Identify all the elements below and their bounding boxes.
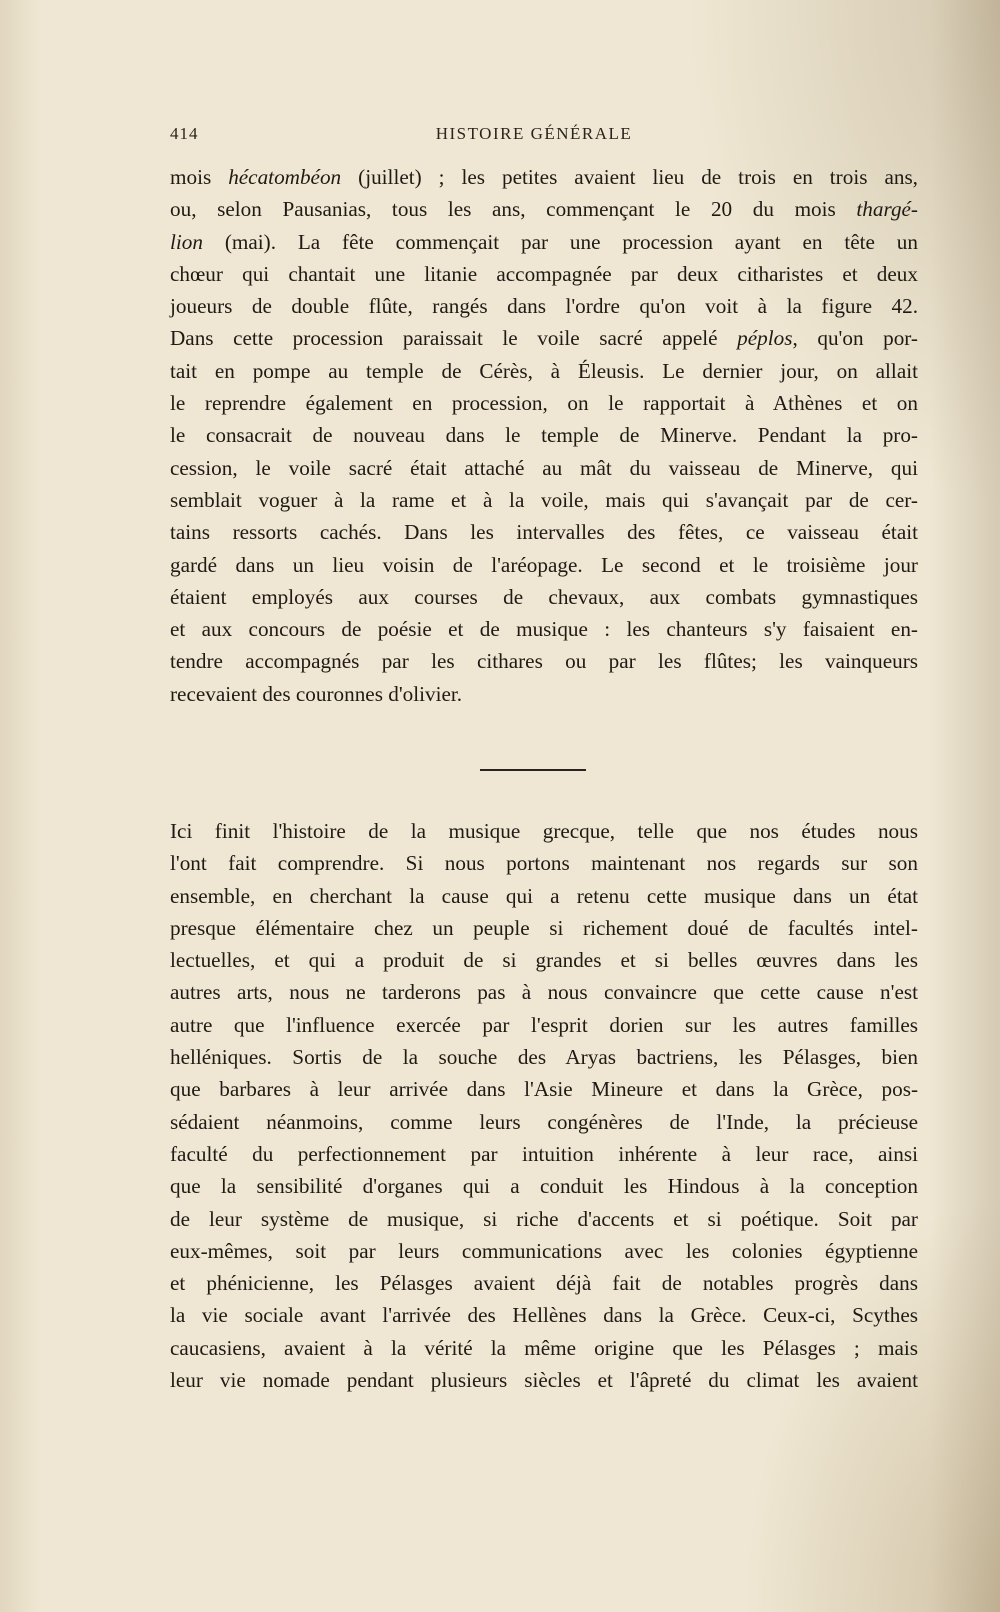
italic-term: hécatombéon xyxy=(228,165,342,189)
text-run: (mai). La fête commençait par une procession ayant en tête un xyxy=(202,229,918,254)
text-run: le reprendre également en procession, on le rapportait à Athènes et on xyxy=(170,391,918,416)
text-line xyxy=(170,678,918,710)
text-line: la vie sociale avant l'arrivée des Hellènes dans la Grèce. Ceux-ci, Scythes xyxy=(170,1303,918,1328)
text-line xyxy=(170,226,918,258)
page-number: 414 xyxy=(170,124,199,143)
text-line: helléniques. Sortis de la souche des Aryas bactriens, les Pélasges, bien xyxy=(170,1045,918,1070)
text-line: caucasiens, avaient à la vérité la même origine que les Pélasges ; mais xyxy=(170,1335,918,1360)
italic-term: thargé- xyxy=(856,197,918,222)
text-line xyxy=(170,452,918,484)
paragraph-festival-description xyxy=(170,161,918,710)
text-line xyxy=(170,290,918,322)
italic-term: lion xyxy=(170,229,203,254)
text-line xyxy=(170,193,918,225)
text-line: de leur système de musique, si riche d'accents et si poétique. Soit par xyxy=(170,1206,918,1231)
text-line xyxy=(170,484,918,516)
text-run: joueurs de double flûte, rangés dans l'ordre qu'on voit à la figure 42. xyxy=(170,294,918,319)
text-line: sédaient néanmoins, comme leurs congénères de l'Inde, la précieuse xyxy=(170,1109,918,1134)
text-line xyxy=(170,613,918,645)
section-divider-rule xyxy=(480,769,586,771)
text-run: tait en pompe au temple de Cérès, à Éleusis. Le dernier jour, on allait xyxy=(170,358,918,383)
text-run: gardé dans un lieu voisin de l'aréopage. Le second et le troisième jour xyxy=(170,552,918,577)
text-run: Dans cette procession paraissait le voile sacré appelé xyxy=(170,326,738,351)
text-line xyxy=(170,419,918,451)
text-line: l'ont fait comprendre. Si nous portons maintenant nos regards sur son xyxy=(170,851,918,876)
text-line: autres arts, nous ne tarderons pas à nous convaincre que cette cause n'est xyxy=(170,980,918,1005)
text-line: faculté du perfectionnement par intuition inhérente à leur race, ainsi xyxy=(170,1141,918,1166)
text-line: presque élémentaire chez un peuple si richement doué de facultés intel- xyxy=(170,915,918,940)
text-run: (juillet) ; les petites avaient lieu de trois en trois ans, xyxy=(341,165,918,189)
text-line: leur vie nomade pendant plusieurs siècles et l'âpreté du climat les avaient xyxy=(170,1368,918,1393)
text-line: eux-mêmes, soit par leurs communications avec les colonies égyptienne xyxy=(170,1238,918,1263)
paragraph-conclusion xyxy=(170,815,918,1396)
text-run: et aux concours de poésie et de musique : les chanteurs s'y faisaient en- xyxy=(170,617,918,642)
text-line: lectuelles, et qui a produit de si grandes et si belles œuvres dans les xyxy=(170,948,918,973)
text-run: semblait voguer à la rame et à la voile, mais qui s'avançait par de cer- xyxy=(170,487,918,512)
italic-term: péplos xyxy=(737,326,793,351)
running-head xyxy=(170,124,898,150)
text-run: le consacrait de nouveau dans le temple de Minerve. Pendant la pro- xyxy=(170,423,918,448)
text-line xyxy=(170,322,918,354)
text-run: ou, selon Pausanias, tous les ans, commençant le 20 du mois xyxy=(170,197,857,222)
text-run: chœur qui chantait une litanie accompagnée par deux citharistes et deux xyxy=(170,261,918,286)
text-line: que barbares à leur arrivée dans l'Asie Mineure et dans la Grèce, pos- xyxy=(170,1077,918,1102)
text-line xyxy=(170,581,918,613)
running-title: HISTOIRE GÉNÉRALE xyxy=(435,124,633,143)
text-run: cession, le voile sacré était attaché au mât du vaisseau de Minerve, qui xyxy=(170,455,918,480)
text-line: que la sensibilité d'organes qui a conduit les Hindous à la conception xyxy=(170,1174,918,1199)
text-run: recevaient des couronnes d'olivier. xyxy=(170,681,463,706)
text-run: étaient employés aux courses de chevaux, aux combats gymnastiques xyxy=(170,584,918,609)
text-line: autre que l'influence exercée par l'esprit dorien sur les autres familles xyxy=(170,1012,918,1037)
text-line xyxy=(170,549,918,581)
text-line xyxy=(170,161,918,193)
text-run: mois xyxy=(170,165,229,189)
text-line xyxy=(170,387,918,419)
text-line: ensemble, en cherchant la cause qui a retenu cette musique dans un état xyxy=(170,883,918,908)
text-line xyxy=(170,645,918,677)
text-run: tendre accompagnés par les cithares ou par les flûtes; les vainqueurs xyxy=(170,649,918,674)
text-run: tains ressorts cachés. Dans les intervalles des fêtes, ce vaisseau était xyxy=(170,520,918,545)
text-line: Ici finit l'histoire de la musique grecque, telle que nos études nous xyxy=(170,819,918,843)
text-line xyxy=(170,355,918,387)
text-line: et phénicienne, les Pélasges avaient déjà fait de notables progrès dans xyxy=(170,1271,918,1296)
text-line xyxy=(170,516,918,548)
text-line xyxy=(170,258,918,290)
text-run: , qu'on por- xyxy=(792,326,918,351)
